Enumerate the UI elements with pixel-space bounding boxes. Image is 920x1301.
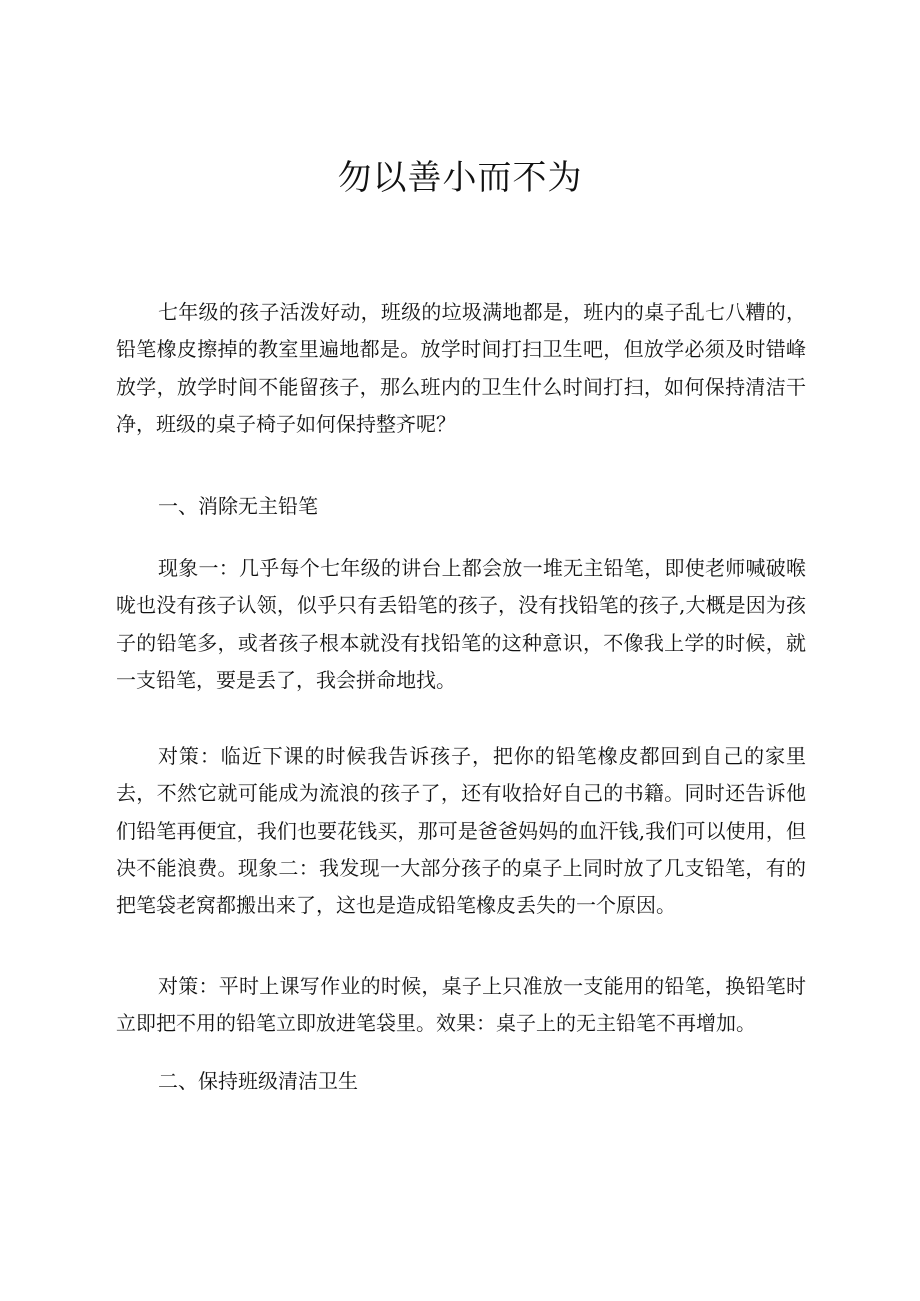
paragraph-strategy-2: 对策：平时上课写作业的时候，桌子上只准放一支能用的铅笔，换铅笔时立即把不用的铅笔立即放进笔袋里。效果：桌子上的无主铅笔不再增加。 xyxy=(116,974,806,1036)
section-heading-1: 一、消除无主铅笔 xyxy=(158,494,318,518)
document-title: 勿以善小而不为 xyxy=(337,158,583,198)
paragraph-strategy-1: 对策：临近下课的时候我告诉孩子，把你的铅笔橡皮都回到自己的家里去，不然它就可能成为流浪的孩子了，还有收拾好自己的书籍。同时还告诉他们铅笔再便宜，我们也要花钱买，那可是爸爸妈妈的血汗钱,我们可以使用，但决不能浪费。现象二：我发现一大部分孩子的桌子上同时放了几支铅笔，有的把笔袋老窝都搬出来了，这也是造成铅笔橡皮丢失的一个原因。 xyxy=(116,744,806,918)
paragraph-phenomenon-1: 现象一：几乎每个七年级的讲台上都会放一堆无主铅笔，即使老师喊破喉咙也没有孩子认领，似乎只有丢铅笔的孩子，没有找铅笔的孩子,大概是因为孩子的铅笔多，或者孩子根本就没有找铅笔的这种意识，不像我上学的时候，就一支铅笔，要是丢了，我会拼命地找。 xyxy=(116,556,806,692)
paragraph-intro: 七年级的孩子活泼好动，班级的垃圾满地都是，班内的桌子乱七八糟的，铅笔橡皮擦掉的教室里遍地都是。放学时间打扫卫生吧，但放学必须及时错峰放学，放学时间不能留孩子，那么班内的卫生什么时间打扫，如何保持清洁干净，班级的桌子椅子如何保持整齐呢？ xyxy=(116,300,806,436)
section-heading-2: 二、保持班级清洁卫生 xyxy=(158,1069,358,1093)
